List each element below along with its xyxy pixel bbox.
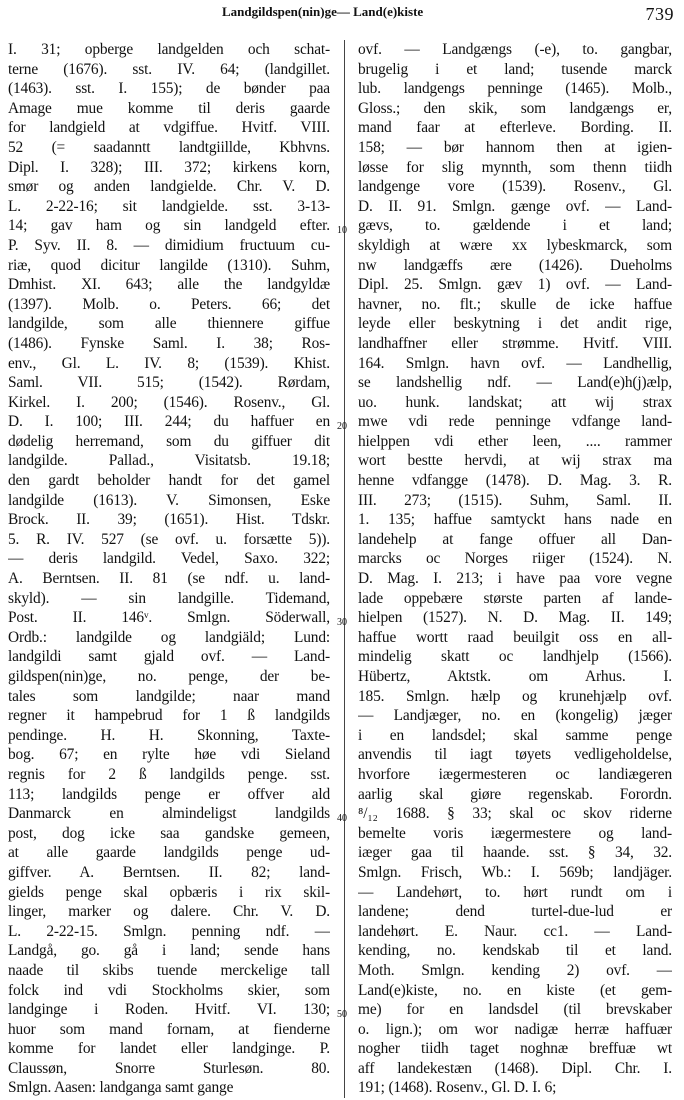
text-line: løsse for slig mynnth, som thenn tiidh	[358, 158, 672, 176]
text-line: henne vdfangge (1478). D. Mag. 3. R.	[358, 472, 672, 490]
text-line: i en landsdel; skal samme penge	[358, 726, 672, 744]
text-line: Moth. Smlgn. kending 2) ovf. —	[358, 961, 672, 979]
text-line: D. II. 91. Smlgn. gænge ovf. — Land-	[358, 197, 672, 215]
text-line: Post. II. 146ᵛ. Smlgn. Söderwall,	[8, 609, 330, 627]
text-line: naade til skibs tuende merckelige tall	[8, 961, 330, 979]
text-line: iæger gaa til haande. sst. § 34, 32.	[358, 844, 672, 862]
text-line: uo. hunk. landskat; att wij strax	[358, 393, 672, 411]
line-number-marker: 30	[337, 617, 347, 628]
text-line: Amage mue komme til deris gaarde	[8, 99, 330, 117]
text-line: kending, no. kendskab til et land.	[358, 942, 672, 960]
text-line: A. Berntsen. II. 81 (se ndf. u. land-	[8, 570, 330, 588]
text-line: aff landekestæn (1468). Dipl. Chr. I.	[358, 1059, 672, 1077]
text-line: gævs, to. gældende i et land;	[358, 217, 672, 235]
text-line: gields penge skal opbæris i rix skil-	[8, 883, 330, 901]
text-line: leyde eller beskytning i det andit rige,	[358, 315, 672, 333]
text-line: hielppen vdi ether leen, .... rammer	[358, 432, 672, 450]
text-line: P. Syv. II. 8. — dimidium fructuum cu-	[8, 236, 330, 254]
text-line: aarlig skal giøre regenskab. Forordn.	[358, 785, 672, 803]
text-line: Claussøn, Snorre Sturlesøn. 80.	[8, 1059, 330, 1077]
text-line: se landshellig ndf. — Land(e)h(j)ælp,	[358, 374, 672, 392]
text-line: anvendis til iagt tøyets vedligeholdelse,	[358, 746, 672, 764]
text-line: (1463). sst. I. 155); de bønder paa	[8, 80, 330, 98]
text-line: landgilde. Pallad., Visitatsb. 19.18;	[8, 452, 330, 470]
text-line: folck ind vdi Stockholms skier, som	[8, 981, 330, 999]
text-line: mwe vdi rede penninge vdfange land-	[358, 413, 672, 431]
text-line: landehelp at fange offuer all Dan-	[358, 530, 672, 548]
text-line: landhaffner eller strømme. Hvitf. VIII.	[358, 334, 672, 352]
text-line: Dipl. 25. Smlgn. gæv 1) ovf. — Land-	[358, 276, 672, 294]
text-line: — deris landgild. Vedel, Saxo. 322;	[8, 550, 330, 568]
text-line: skyld). — sin landgille. Tidemand,	[8, 589, 330, 607]
text-line: — Landjæger, no. en (kongelig) jæger	[358, 707, 672, 725]
text-line: landginge i Roden. Hvitf. VI. 130;	[8, 1001, 330, 1019]
text-line: haffue wortt raad beuilgit oss en all-	[358, 628, 672, 646]
text-line: nw landgæffs ære (1426). Dueholms	[358, 256, 672, 274]
text-line: giffver. A. Berntsen. II. 82; land-	[8, 863, 330, 881]
text-line: 158; — bør hannom then at igien-	[358, 138, 672, 156]
text-line: (1486). Fynske Saml. I. 38; Ros-	[8, 334, 330, 352]
right-column	[358, 40, 672, 1098]
text-line: at alle gaarde landgilds penge ud-	[8, 844, 330, 862]
text-line: me) for en landsdel (til brevskaber	[358, 1001, 672, 1019]
text-line: nogher tiidh taget noghnæ breffuæ wt	[358, 1040, 672, 1058]
line-number-marker: 40	[337, 813, 347, 824]
text-line: huor som mand fornam, at fienderne	[8, 1020, 330, 1038]
text-line: regner it hampebrud for 1 ß landgilds	[8, 707, 330, 725]
text-line: komme for landet eller landginge. P.	[8, 1040, 330, 1058]
text-line: lub. landgengs penninge (1465). Molb.,	[358, 80, 672, 98]
text-line: skyldigh at wære xx lybeskmarck, som	[358, 236, 672, 254]
text-line: Land(e)kiste, no. en kiste (et gem-	[358, 981, 672, 999]
left-column	[8, 40, 330, 1098]
text-line: regnis for 2 ß landgilds penge. sst.	[8, 765, 330, 783]
text-line: 185. Smlgn. hælp og krunehjælp ovf.	[358, 687, 672, 705]
text-line: III. 273; (1515). Suhm, Saml. II.	[358, 491, 672, 509]
running-head: Landgildspen(nin)ge— Land(e)kiste	[222, 4, 424, 19]
text-line: landehørt. E. Naur. cc1. — Land-	[358, 922, 672, 940]
text-line: landgilde (1613). V. Simonsen, Eske	[8, 491, 330, 509]
text-line: 164. Smlgn. havn ovf. — Landhellig,	[358, 354, 672, 372]
text-line: for landgield at vdgiffue. Hvitf. VIII.	[8, 119, 330, 137]
text-line: ovf. — Landgængs (-e), to. gangbar,	[358, 41, 672, 58]
text-line: D. I. 100; III. 244; du haffuer en	[8, 413, 330, 431]
text-line: — Landehørt, to. hørt rundt om i	[358, 883, 672, 901]
text-line: Smlgn. Aasen: landganga samt gange	[8, 1079, 234, 1097]
text-line: landgenge vore (1539). Rosenv., Gl.	[358, 178, 672, 196]
text-line: L. 2-22-16; sit landgielde. sst. 3-13-	[8, 197, 330, 215]
text-line: riæ, quod dicitur langilde (1310). Suhm,	[8, 256, 330, 274]
text-line: Smlgn. Frisch, Wb.: I. 569b; landjäger.	[358, 863, 672, 881]
text-line: 52 (= saadanntt landtgiillde, Kbhvns.	[8, 138, 330, 156]
text-line: brugelig i et land; tusende marck	[358, 60, 672, 78]
line-number-marker: 10	[337, 225, 347, 236]
text-line: Landgå, go. gå i land; sende hans	[8, 942, 330, 960]
text-line: Kirkel. I. 200; (1546). Rosenv., Gl.	[8, 393, 330, 411]
text-line: 1. 135; haffue samtyckt hans nade en	[358, 511, 672, 529]
text-line: mand faar at efterleve. Bording. II.	[358, 119, 672, 137]
text-line: smør og anden landgielde. Chr. V. D.	[8, 178, 330, 196]
text-line: 14; gav ham og sin landgeld efter.	[8, 217, 330, 235]
text-line: 5. R. IV. 527 (se ovf. u. forsætte 5)).	[8, 530, 330, 548]
text-line: env., Gl. L. IV. 8; (1539). Khist.	[8, 354, 330, 372]
text-line: Danmarck en almindeligst landgilds	[8, 805, 330, 823]
text-line: havner, no. flt.; skulle de icke haffue	[358, 295, 672, 313]
text-line: landgildi samt gjald ovf. — Land-	[8, 648, 330, 666]
text-line: post, dog icke saa gandske gemeen,	[8, 824, 330, 842]
text-line: landgilde, som alle thiennere giffue	[8, 315, 330, 333]
text-line: linger, marker og dalere. Chr. V. D.	[8, 903, 330, 921]
text-line: hvorfore iægermesteren oc landiægeren	[358, 765, 672, 783]
text-line: mindelig skatt oc landhjelp (1566).	[358, 648, 672, 666]
text-line: dødelig herremand, som du giffuer dit	[8, 432, 330, 450]
text-line: o. lign.); om wor nadigæ herræ haffuær	[358, 1020, 672, 1038]
text-line: lade oppebære største parten af lande-	[358, 589, 672, 607]
page-number: 739	[645, 4, 674, 24]
text-line: terne (1676). sst. IV. 64; (landgillet.	[8, 60, 330, 78]
text-line: gildspen(nin)ge, no. penge, der be-	[8, 668, 330, 685]
text-line: bog. 67; en rylte høe vdi Sieland	[8, 746, 330, 764]
text-line: Hübertz, Aktstk. om Arhus. I.	[358, 668, 672, 685]
text-line: 191; (1468). Rosenv., Gl. D. I. 6;	[358, 1079, 557, 1097]
text-line: I. 31; opberge landgelden och schat-	[8, 41, 330, 58]
line-number-marker: 20	[337, 421, 347, 432]
line-number-marker: 50	[337, 1009, 347, 1020]
column-rule	[344, 40, 345, 1098]
text-line: wort bestte hervdi, at wij strax ma	[358, 452, 672, 470]
text-line: Dipl. I. 328); III. 372; kirkens korn,	[8, 158, 330, 176]
text-line: Dmhist. XI. 643; alle the landgyldæ	[8, 276, 330, 294]
text-line: landene; dend turtel-due-lud er	[358, 903, 672, 921]
text-line: pendinge. H. H. Skonning, Taxte-	[8, 726, 330, 744]
text-line: (1397). Molb. o. Peters. 66; det	[8, 295, 330, 313]
text-line: den gardt beholder handt for det gamel	[8, 472, 330, 490]
text-line: bemelte voris iægermestere og land-	[358, 824, 672, 842]
text-line: Gloss.; den skik, som landgængs er,	[358, 99, 672, 117]
text-line: Saml. VII. 515; (1542). Rørdam,	[8, 374, 330, 392]
text-line: ⁸/₁₂ 1688. § 33; skal oc skov riderne	[358, 805, 672, 823]
text-line: hielpen (1527). N. D. Mag. II. 149;	[358, 609, 672, 627]
text-line: L. 2-22-15. Smlgn. penning ndf. —	[8, 922, 330, 940]
text-line: marcks oc Norges riiger (1524). N.	[358, 550, 672, 568]
text-line: Brock. II. 39; (1651). Hist. Tdskr.	[8, 511, 330, 529]
text-line: Ordb.: landgilde og landgiäld; Lund:	[8, 628, 330, 646]
text-line: 113; landgilds penge er offver ald	[8, 785, 330, 803]
text-line: tales som landgilde; naar mand	[8, 687, 330, 705]
text-line: D. Mag. I. 213; i have paa vore vegne	[358, 570, 672, 588]
